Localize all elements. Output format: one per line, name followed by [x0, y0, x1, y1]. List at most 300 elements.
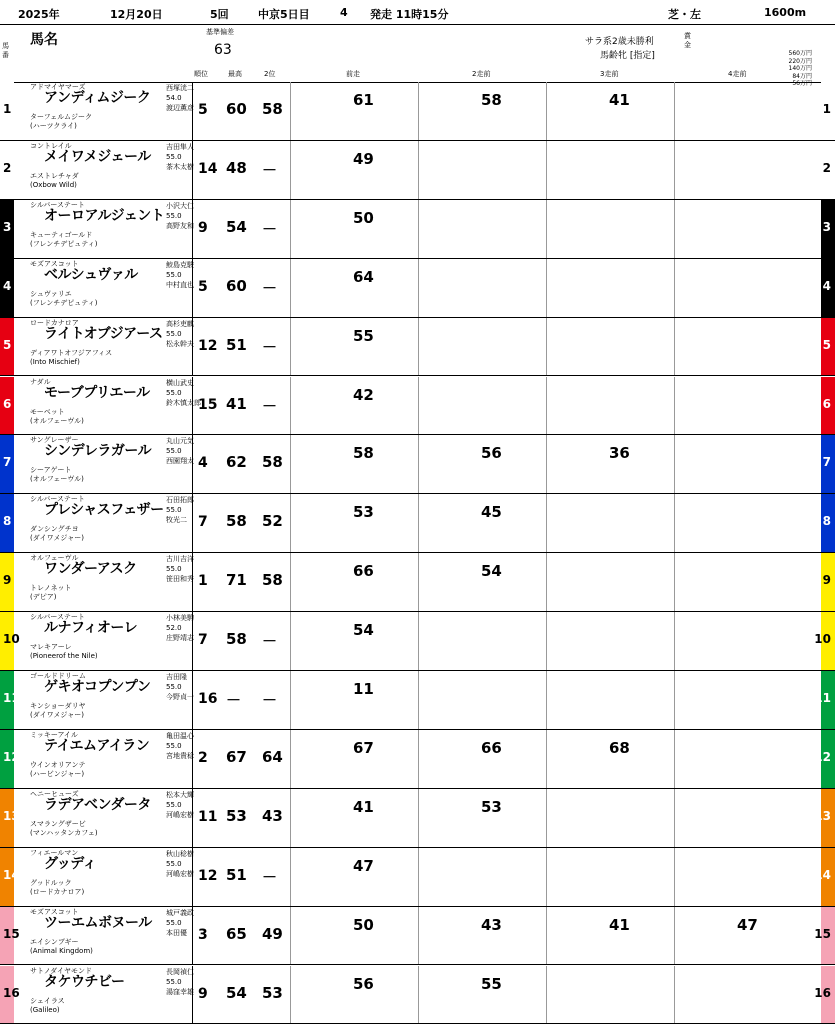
horse-info [16, 730, 216, 788]
past-race-index: 53 [353, 503, 374, 522]
past-race-2 [418, 494, 545, 552]
past-race-4 [674, 612, 801, 670]
past-race-index: 55 [353, 326, 374, 345]
horse-info [16, 435, 216, 493]
jockey-name: 秋山稔樹 [166, 849, 194, 858]
past-race-2 [418, 259, 545, 317]
best-index: 41 [226, 394, 247, 413]
horse-name[interactable]: グッディ [44, 855, 97, 872]
horse-info [16, 141, 216, 199]
sire-name: サングレーザー [30, 436, 79, 445]
divider [192, 553, 193, 611]
past-race-index: 45 [481, 503, 502, 522]
horse-number-right: 10 [814, 632, 831, 647]
past-race-3 [546, 494, 673, 552]
past-race-1 [290, 730, 417, 788]
carried-weight: 55.0 [166, 270, 182, 279]
past-race-3 [546, 612, 673, 670]
past-race-2 [418, 671, 545, 729]
divider [192, 789, 193, 847]
past-race-4 [674, 907, 801, 965]
dam-sire: (Galileo) [30, 1005, 60, 1014]
prize-label: 賞金 [684, 32, 691, 49]
horse-row[interactable] [0, 141, 835, 200]
legend-rank: 順位 [194, 70, 208, 78]
second-index: 53 [262, 983, 283, 1002]
jockey-name: 長岡禎仁 [166, 967, 194, 976]
dam-name: マレキアーレ [30, 643, 72, 652]
dam-sire: (Pioneerof the Nile) [30, 652, 98, 661]
past-race-3 [546, 141, 673, 199]
second-index: 58 [262, 453, 283, 472]
past-race-1 [290, 82, 417, 140]
rank: 7 [198, 514, 208, 531]
header-distance: 1600m [764, 6, 807, 19]
past-race-4 [674, 82, 801, 140]
horse-name[interactable]: プレシャスフェザー [44, 502, 164, 519]
horse-name[interactable]: ツーエムボヌール [44, 914, 152, 931]
dam-name: モーベット [30, 407, 65, 416]
second-index: 58 [262, 100, 283, 118]
jockey-name: 石田拓郎 [166, 496, 194, 505]
trainer-name: 松永幹夫 [166, 339, 194, 348]
past-race-4 [674, 435, 801, 493]
past-race-4 [674, 141, 801, 199]
rank: 15 [198, 396, 218, 413]
dam-sire: (ハービンジャー) [30, 769, 85, 778]
horse-info [16, 377, 216, 435]
past-race-3 [546, 318, 673, 376]
past-race-3 [546, 789, 673, 847]
horse-row[interactable] [0, 907, 835, 966]
divider [192, 494, 193, 552]
past-race-1 [290, 966, 417, 1024]
horse-name[interactable]: ルナフィオーレ [44, 620, 138, 637]
second-index: － [262, 337, 278, 356]
dam-name: キンショーダリヤ [30, 702, 86, 710]
horse-name[interactable]: タケウチビー [44, 973, 125, 990]
divider [192, 82, 193, 140]
jockey-name: 高杉吏麒 [166, 319, 194, 328]
sire-name: ミッキーアイル [30, 730, 78, 739]
sire-name: ナダル [30, 377, 51, 386]
horse-number-right: 16 [814, 985, 831, 1000]
second-index: 43 [262, 806, 283, 825]
trainer-name: 庄野靖志 [166, 634, 194, 643]
past-race-index: 41 [609, 91, 630, 109]
best-index: 54 [226, 983, 247, 1002]
horse-name[interactable]: モーブプリエール [44, 384, 150, 401]
dam-sire: (オルフェーヴル) [30, 475, 84, 484]
trainer-name: 中村直也 [166, 280, 194, 289]
past-race-index: 67 [353, 738, 374, 757]
horse-info [16, 907, 216, 965]
trainer-name: 河嶋宏樹 [166, 810, 194, 819]
past-race-index: 50 [353, 915, 374, 934]
horse-info [16, 671, 216, 729]
divider [192, 730, 193, 788]
horse-info [16, 966, 216, 1024]
horse-name[interactable]: メイワメジェール [44, 148, 151, 165]
horse-row[interactable] [0, 612, 835, 671]
jockey-name: 松本大輝 [166, 790, 194, 799]
horse-number: 8 [3, 514, 12, 529]
past-race-2 [418, 377, 545, 435]
past-race-index: 42 [353, 385, 374, 404]
legend-prev4: 4走前 [728, 70, 747, 78]
trainer-name: 鈴木慎太郎 [166, 398, 201, 407]
divider [192, 612, 193, 670]
past-race-index: 58 [353, 444, 374, 463]
best-index: 53 [226, 806, 247, 825]
dam-name: ディアワトオフジアフィス [30, 348, 113, 357]
sire-name: シルバーステート [30, 613, 85, 622]
horse-info [16, 848, 216, 906]
past-race-index: 49 [353, 149, 374, 168]
past-race-1 [290, 907, 417, 965]
past-race-4 [674, 377, 801, 435]
horse-number: 2 [3, 160, 12, 175]
past-race-3 [546, 200, 673, 258]
past-race-index: 64 [353, 267, 374, 286]
dam-name: シーアゲート [30, 466, 72, 475]
horse-info [16, 612, 216, 670]
horse-number-right: 4 [822, 278, 831, 293]
horse-row[interactable] [0, 259, 835, 318]
sire-name: シルバーステート [30, 495, 85, 504]
dam-name: ターフェルムジーク [30, 113, 93, 121]
horse-number: 9 [3, 573, 12, 588]
carried-weight: 55.0 [166, 447, 182, 456]
horse-number-right: 6 [822, 396, 831, 411]
carried-weight: 52.0 [166, 624, 182, 633]
dam-name: スマラングザービ [30, 819, 86, 828]
horse-info [16, 82, 216, 140]
jockey-name: 丸山元気 [166, 437, 194, 446]
best-index: 60 [226, 100, 247, 118]
jockey-name: 城戸義政 [166, 908, 194, 917]
horse-number: 4 [3, 278, 12, 293]
divider [192, 200, 193, 258]
legend-index-label: 基準偏差 [206, 28, 234, 36]
rank: 3 [198, 926, 208, 943]
horse-number-right: 3 [822, 219, 831, 234]
rank: 7 [198, 632, 208, 649]
past-race-1 [290, 789, 417, 847]
past-race-index: 55 [481, 974, 502, 993]
horse-number-right: 12 [814, 749, 831, 764]
past-race-3 [546, 671, 673, 729]
horse-number-right: 7 [822, 455, 831, 470]
legend-index-value: 63 [214, 42, 232, 58]
past-race-index: 41 [353, 797, 374, 816]
horse-number: 13 [3, 808, 20, 823]
header-course: 中京5日目 [258, 8, 310, 21]
second-index: － [262, 691, 278, 709]
horse-row[interactable] [0, 82, 835, 141]
second-index: 64 [262, 747, 283, 766]
horse-name[interactable]: ベルシュヴァル [44, 266, 138, 283]
past-race-index: 54 [353, 621, 374, 640]
horse-number: 1 [3, 102, 12, 116]
trainer-name: 今野貞一 [166, 693, 194, 701]
header-year: 2025年 [18, 8, 60, 21]
trainer-name: 河嶋宏樹 [166, 869, 194, 878]
divider [192, 259, 193, 317]
jockey-name: 小沢大仁 [166, 201, 194, 210]
horse-row[interactable] [0, 553, 835, 612]
past-race-1 [290, 318, 417, 376]
dam-name: シェイラス [30, 996, 65, 1005]
dam-name: ウインオリアンテ [30, 760, 86, 769]
past-race-index: 68 [609, 738, 630, 757]
divider [192, 907, 193, 965]
rank: 14 [198, 160, 218, 177]
past-race-2 [418, 435, 545, 493]
past-race-3 [546, 966, 673, 1024]
sire-name: ゴールドドリーム [30, 672, 86, 680]
past-race-3 [546, 730, 673, 788]
horse-row[interactable] [0, 848, 835, 907]
past-race-index: 11 [353, 680, 374, 698]
past-race-3 [546, 377, 673, 435]
prize-2: 220万円 [788, 57, 812, 65]
trainer-name: 渡辺薫彦 [166, 104, 194, 112]
rank: 1 [198, 573, 208, 590]
past-race-3 [546, 435, 673, 493]
horse-row[interactable] [0, 966, 835, 1024]
past-race-2 [418, 612, 545, 670]
horse-number: 14 [3, 867, 20, 882]
past-race-4 [674, 318, 801, 376]
horse-row[interactable] [0, 318, 835, 377]
horse-number-right: 15 [814, 926, 831, 941]
best-index: 65 [226, 924, 247, 943]
past-race-4 [674, 259, 801, 317]
dam-sire: (フレンチデピュティ) [30, 239, 98, 248]
horse-row[interactable] [0, 671, 835, 730]
horse-info [16, 553, 216, 611]
trainer-name: 笹田和秀 [166, 575, 194, 584]
past-race-2 [418, 553, 545, 611]
prize-5: 56万円 [792, 80, 812, 87]
header-race-no: 4 [340, 6, 348, 19]
horse-name[interactable]: ラデアベンダータ [44, 796, 151, 813]
second-index: － [262, 160, 278, 179]
best-index: 58 [226, 512, 247, 531]
carried-weight: 55.0 [166, 152, 182, 161]
horse-info [16, 200, 216, 258]
horse-number-right: 8 [822, 514, 831, 529]
carried-weight: 55.0 [166, 800, 182, 809]
past-race-1 [290, 377, 417, 435]
legend-horse-number: 馬番 [2, 42, 9, 59]
second-index: － [262, 278, 278, 297]
past-race-2 [418, 730, 545, 788]
sire-name: オルフェーヴル [30, 554, 79, 563]
horse-number-right: 11 [814, 691, 831, 705]
divider [192, 141, 193, 199]
trainer-name: 宮地貴稔 [166, 751, 194, 760]
carried-weight: 55.0 [166, 565, 182, 574]
horse-number: 10 [3, 632, 20, 647]
trainer-name: 高野友和 [166, 221, 194, 230]
legend-second: 2位 [264, 70, 276, 78]
past-race-1 [290, 671, 417, 729]
past-race-4 [674, 730, 801, 788]
rank: 5 [198, 102, 208, 118]
horse-name[interactable]: アンディムジーク [44, 90, 151, 106]
past-race-4 [674, 966, 801, 1024]
carried-weight: 55.0 [166, 977, 182, 986]
jockey-name: 小林美駒 [166, 614, 194, 623]
sire-name: モズアスコット [30, 259, 79, 268]
trainer-name: 本田優 [166, 928, 187, 937]
horse-name[interactable]: シンデレラガール [44, 443, 152, 460]
past-race-3 [546, 259, 673, 317]
legend-best: 最高 [228, 70, 242, 78]
dam-sire: (デピア) [30, 593, 57, 602]
sire-name: コントレイル [30, 141, 72, 150]
horse-number: 12 [3, 749, 20, 764]
dam-sire: (ダイワメジャー) [30, 711, 84, 719]
second-index: － [262, 219, 278, 238]
dam-sire: (Animal Kingdom) [30, 946, 93, 955]
rank: 12 [198, 337, 218, 354]
horse-name[interactable]: テイエムアイラン [44, 737, 150, 754]
past-race-index: 36 [609, 444, 630, 463]
past-race-4 [674, 553, 801, 611]
second-index: － [262, 867, 278, 886]
horse-name[interactable]: ライトオブジアース [44, 325, 163, 342]
horse-row[interactable] [0, 377, 835, 436]
horse-number: 15 [3, 926, 20, 941]
past-race-index: 66 [353, 562, 374, 581]
horse-name[interactable]: ワンダーアスク [44, 561, 137, 578]
past-race-index: 56 [353, 974, 374, 993]
horse-row[interactable] [0, 730, 835, 789]
past-race-1 [290, 200, 417, 258]
divider [192, 848, 193, 906]
past-race-index: 56 [481, 444, 502, 463]
horse-name[interactable]: ゲキオコプンプン [44, 679, 151, 695]
dam-name: エイシンブギー [30, 937, 79, 946]
horse-number-right: 14 [814, 867, 831, 882]
past-race-2 [418, 200, 545, 258]
divider [192, 671, 193, 729]
past-race-3 [546, 907, 673, 965]
legend-prev3: 3走前 [600, 70, 619, 78]
sire-name: ロードカナロア [30, 318, 79, 327]
horse-row[interactable] [0, 789, 835, 848]
dam-sire: (フレンチデピュティ) [30, 298, 98, 307]
horse-row[interactable] [0, 494, 835, 553]
best-index: 60 [226, 276, 247, 295]
carried-weight: 55.0 [166, 506, 182, 515]
dam-name: グッドルック [30, 878, 72, 887]
horse-row[interactable] [0, 435, 835, 494]
dam-sire: (Into Mischief) [30, 357, 80, 366]
sire-name: シルバーステート [30, 200, 85, 209]
past-race-4 [674, 671, 801, 729]
carried-weight: 55.0 [166, 918, 182, 927]
past-race-2 [418, 966, 545, 1024]
horse-info [16, 318, 216, 376]
past-race-index: 47 [353, 856, 374, 875]
dam-name: キューティゴールド [30, 230, 93, 239]
dam-name: シュヴァリエ [30, 289, 72, 298]
jockey-name: 吉田隼人 [166, 142, 194, 151]
carried-weight: 55.0 [166, 683, 182, 691]
past-race-index: 41 [609, 915, 630, 934]
past-race-1 [290, 259, 417, 317]
prize-4: 84万円 [792, 72, 812, 80]
carried-weight: 55.0 [166, 329, 182, 338]
past-race-3 [546, 82, 673, 140]
sire-name: モズアスコット [30, 907, 79, 916]
horse-number: 3 [3, 219, 12, 234]
past-race-4 [674, 494, 801, 552]
trainer-name: 西園翔太 [166, 457, 194, 466]
trainer-name: 牧光二 [166, 516, 187, 525]
horse-name[interactable]: オーロアルジェント [44, 207, 165, 224]
divider [192, 966, 193, 1024]
legend-prev2: 2走前 [472, 70, 491, 78]
horse-row[interactable] [0, 200, 835, 259]
rank: 9 [198, 985, 208, 1002]
jockey-name: 亀田温心 [166, 731, 194, 740]
horse-number: 16 [3, 985, 20, 1000]
horse-number-right: 1 [822, 102, 831, 116]
best-index: 48 [226, 158, 247, 177]
past-race-4 [674, 200, 801, 258]
legend-prev: 前走 [346, 70, 360, 78]
header-day: 12月20日 [110, 8, 163, 21]
past-race-index: 50 [353, 208, 374, 227]
past-race-3 [546, 848, 673, 906]
best-index: 62 [226, 453, 247, 472]
best-index: 51 [226, 865, 247, 884]
header-start: 発走 11時15分 [370, 8, 449, 21]
sire-name: ヘニーヒューズ [30, 789, 79, 798]
jockey-name: 西塚洸二 [166, 84, 194, 92]
second-index: 52 [262, 512, 283, 531]
past-race-4 [674, 848, 801, 906]
jockey-name: 横山武史 [166, 378, 194, 387]
prize-3: 140万円 [788, 65, 812, 72]
past-race-1 [290, 553, 417, 611]
rank: 12 [198, 867, 218, 884]
past-race-1 [290, 848, 417, 906]
best-index: 67 [226, 747, 247, 766]
best-index: 58 [226, 630, 247, 649]
horse-info [16, 259, 216, 317]
horse-number: 7 [3, 455, 12, 470]
jockey-name: 鮫島克駿 [166, 260, 194, 269]
past-race-index: 43 [481, 915, 502, 934]
best-index: 51 [226, 335, 247, 354]
dam-sire: (Oxbow Wild) [30, 180, 77, 189]
dam-sire: (マンハッタンカフェ) [30, 828, 98, 837]
second-index: － [262, 632, 278, 651]
past-race-index: 47 [737, 915, 758, 934]
header-round: 5回 [210, 8, 229, 21]
trainer-name: 湯窪幸雄 [166, 987, 194, 996]
past-race-2 [418, 907, 545, 965]
legend-horse-name: 馬名 [30, 32, 58, 48]
horse-info [16, 494, 216, 552]
horse-number-right: 5 [822, 337, 831, 352]
